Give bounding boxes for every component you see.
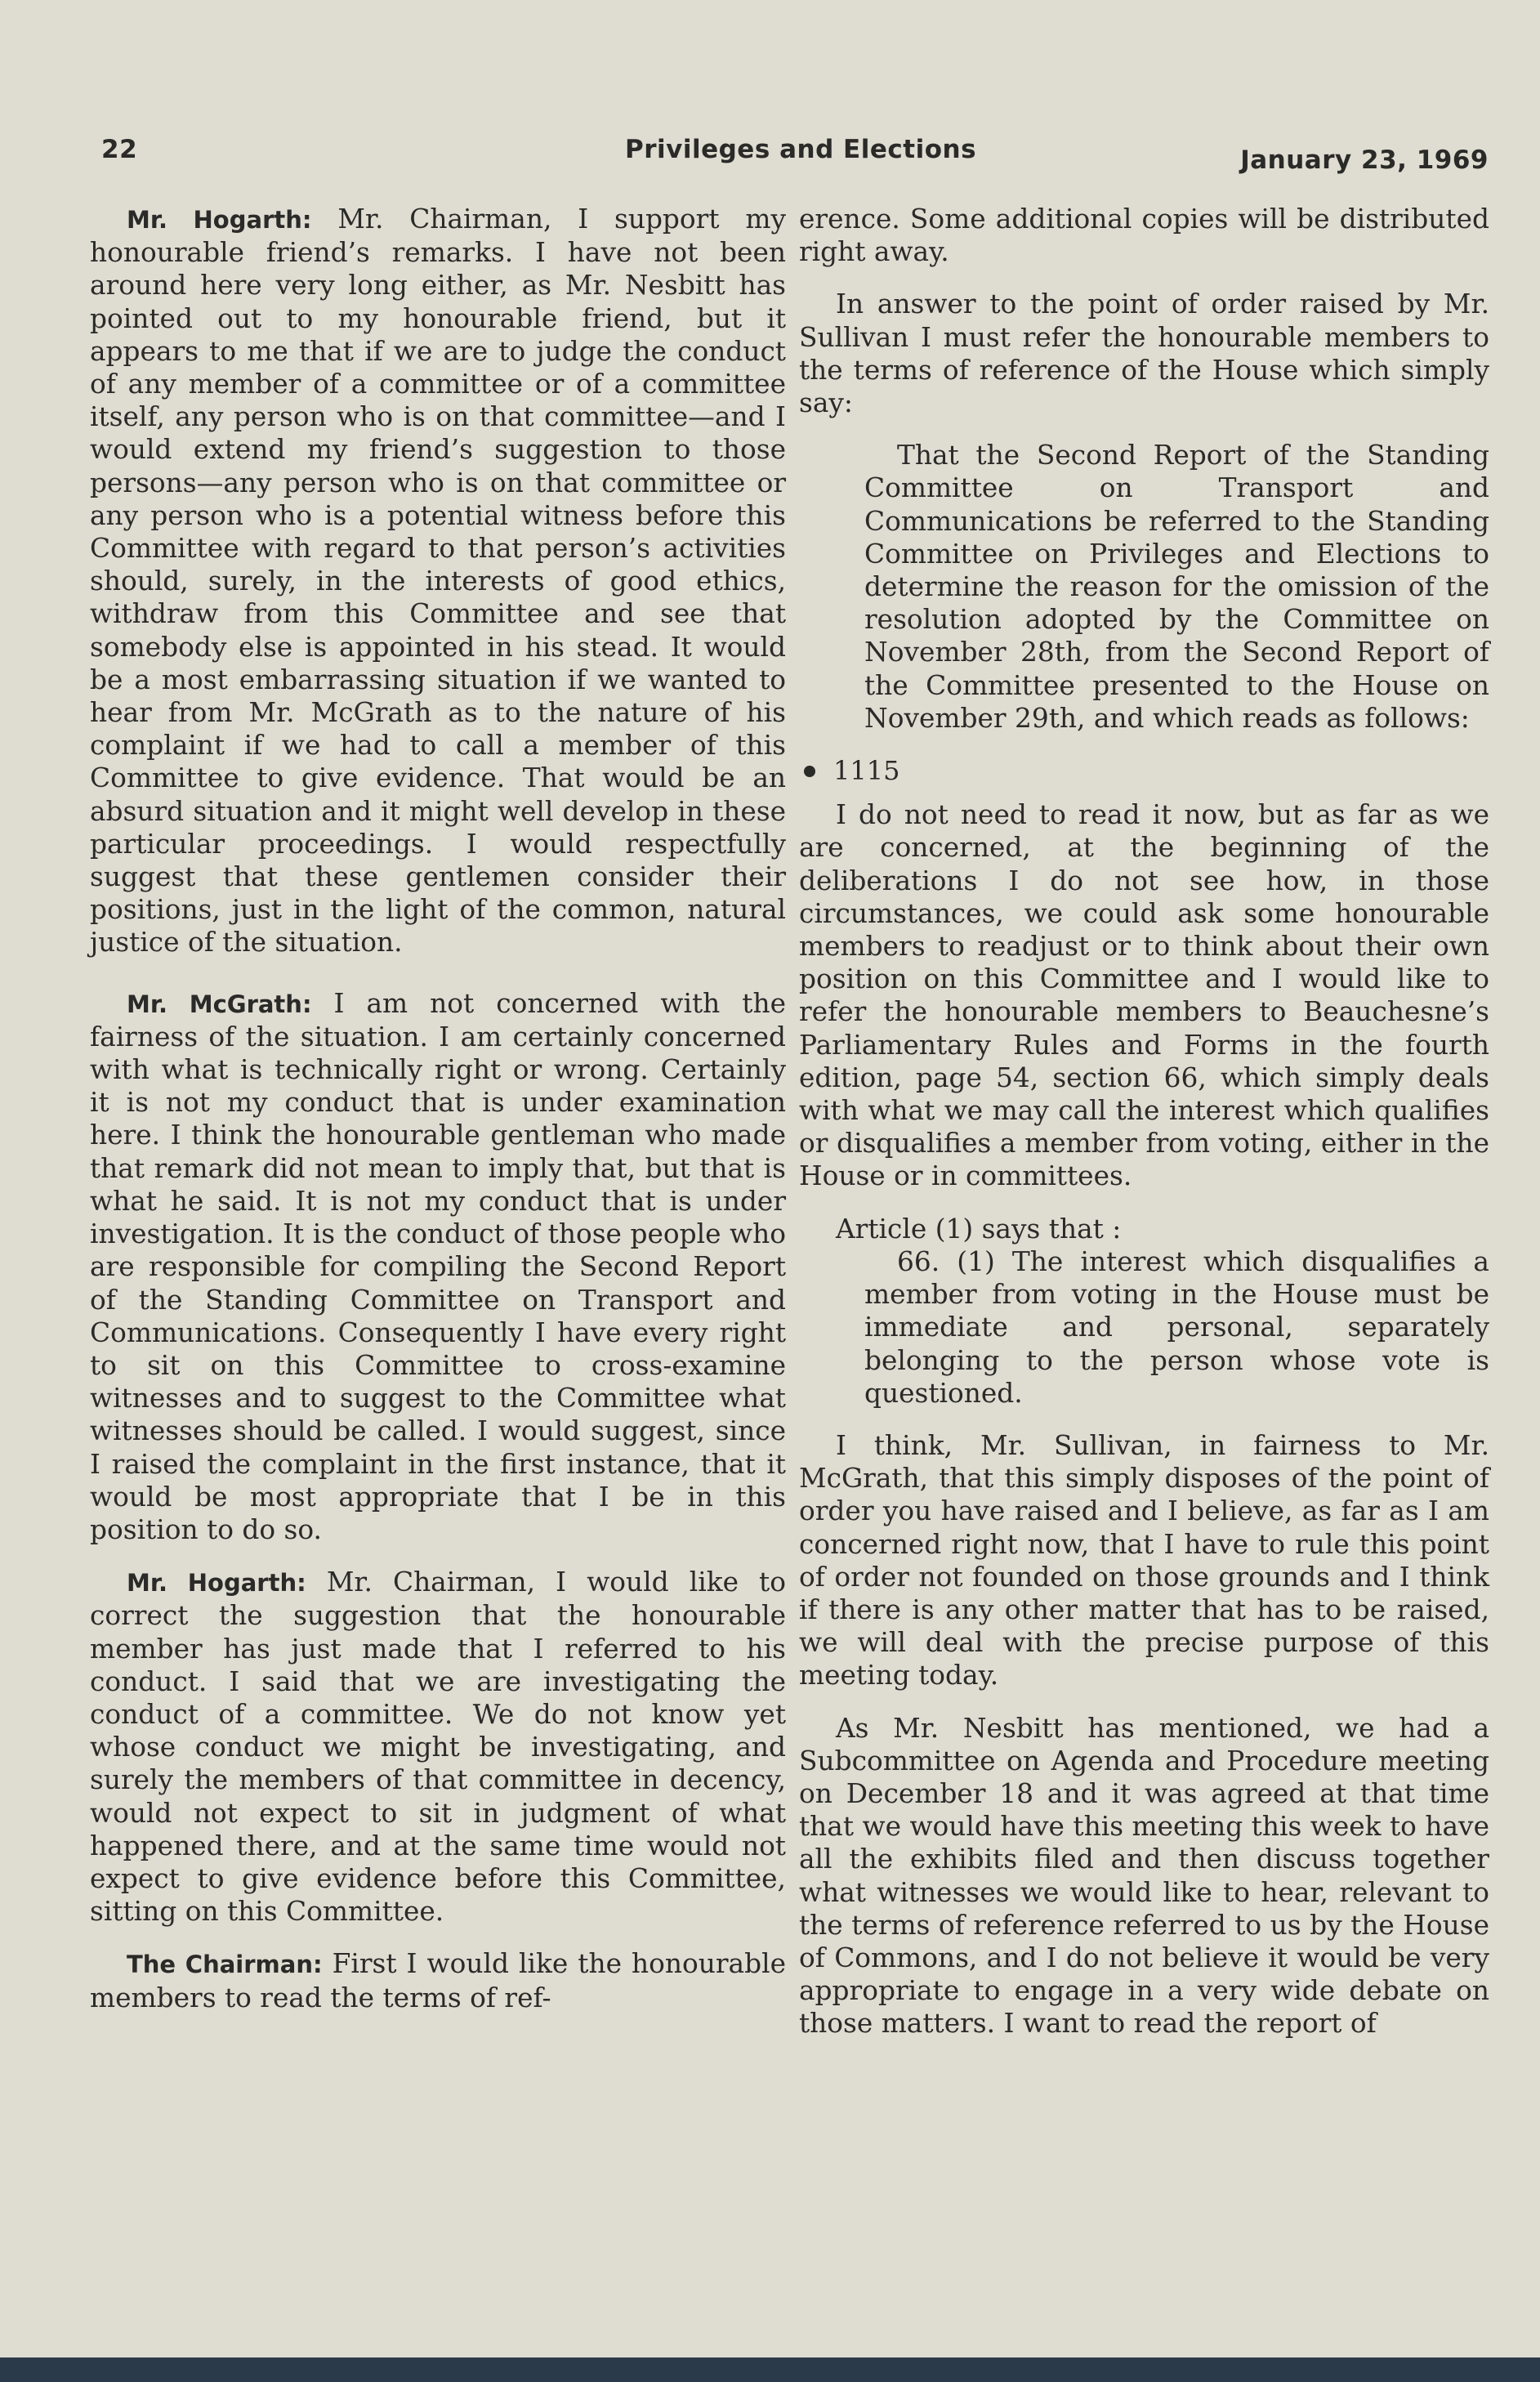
right-column — [799, 203, 1489, 2060]
paragraph-mcgrath — [90, 987, 786, 1546]
left-column — [90, 203, 786, 2034]
quoted-article-66: 66. (1) The interest which disqualifies a member from voting in the House must be immediate and personal, separately belonging to the person whose vote is questioned. — [864, 1245, 1489, 1409]
paragraph-text: Mr. Chairman, I would like to correct the suggestion that the honourable member has just made that I referred to his conduct. I said that we are investigating the conduct of a committee. We do not know yet whose conduct we might be investigating, and surely the members of that committee in decency, would not expect to sit in judgment of what happened there, and at the same time would not expect to give evidence before this Committee, sitting on this Committee. — [90, 1566, 786, 1928]
paragraph-hogarth-1 — [90, 203, 786, 959]
paragraph-point-of-order: In answer to the point of order raised by Mr. Sullivan I must refer the honourable members to the terms of reference of the House which simply say: — [799, 288, 1489, 419]
paragraph-ruling: I think, Mr. Sullivan, in fairness to Mr. McGrath, that this simply disposes of the point of order you have raised and I believe, as far as I am concerned right now, that I have to rule this point of order not founded on those grounds and I think if there is any other matter that has to be raised, we will deal with the precise purpose of this meeting today. — [799, 1429, 1489, 1692]
page-number: 22 — [101, 135, 138, 164]
page-bottom-edge — [0, 2357, 1540, 2382]
paragraph-beauchesne: I do not need to read it now, but as far as we are concerned, at the beginning of the deliberations I do not see how, in those circumstances, we could ask some honourable members to readjust or to think about their own position on this Committee and I would like to refer the honourable members to Beauchesne’s Parliamentary Rules and Forms in the fourth edition, page 54, section 66, which simply deals with what we may call the interest which qualifies or disqualifies a member from voting, either in the House or in committees. — [799, 799, 1489, 1192]
quoted-terms-of-reference: That the Second Report of the Standing Committee on Transport and Communications be referred to the Standing Committee on Privileges and Elections to determine the reason for the omission of the resolution adopted by the Committee on November 28th, from the Second Report of the Committee presented to the House on November 29th, and which reads as follows: — [864, 440, 1489, 734]
time-marker-label: 1115 — [833, 755, 900, 787]
speaker-name: Mr. McGrath: — [127, 990, 312, 1018]
paragraph-continuation: erence. Some additional copies will be distributed right away. — [799, 203, 1489, 268]
running-title: Privileges and Elections — [625, 135, 977, 164]
paragraph-text: I am not concerned with the fairness of the situation. I am certainly concerned with what is technically right or wrong. Certainly it is not my conduct that is under examination here. I think the honourable gentleman who made that remark did not mean to imply that, but that is what he said. It is not my conduct that is under investigation. It is the conduct of those people who are responsible for compiling the Second Report of the Standing Committee on Transport and Communications. Consequently I have every right to sit on this Committee to cross-examine witnesses and to suggest to the Committee what witnesses should be called. I would suggest, since I raised the complaint in the first instance, that it would be most appropriate that I be in this position to do so. — [90, 987, 786, 1545]
paragraph-subcommittee: As Mr. Nesbitt has mentioned, we had a Subcommittee on Agenda and Procedure meeting on December 18 and it was agreed at that time that we would have this meeting this week to have all the exhibits filed and then discuss together what witnesses we would like to hear, relevant to the terms of reference referred to us by the House of Commons, and I do not believe it would be very appropriate to engage in a very wide debate on those matters. I want to read the report of — [799, 1712, 1489, 2040]
time-marker — [799, 754, 1489, 787]
paragraph-hogarth-2 — [90, 1566, 786, 1928]
paragraph-chairman — [90, 1947, 786, 2013]
page-date: January 23, 1969 — [1240, 145, 1489, 175]
paragraph-article: Article (1) says that : — [836, 1213, 1122, 1245]
paragraph-text: Mr. Chairman, I support my honourable friend’s remarks. I have not been around here very long either, as Mr. Nesbitt has pointed out to my honourable friend, but it appears to me that if we are to judge the conduct of any member of a committee or of a committee itself, any person who is on that committee—and I would extend my friend’s suggestion to those persons—any person who is on that committee or any person who is a potential witness before this Committee with regard to that person’s activities should, surely, in the interests of good ethics, withdraw from this Committee and see that somebody else is appointed in his stead. It would be a most embarrassing situation if we wanted to hear from Mr. McGrath as to the nature of his complaint if we had to call a member of this Committee to give evidence. That would be an absurd situation and it might well develop in these particular proceedings. I would respectfully suggest that these gentlemen consider their positions, just in the light of the common, natural justice of the situation. — [90, 203, 786, 959]
paragraph-text: First I would like the honourable members to read the terms of ref- — [90, 1948, 786, 2013]
speaker-name: Mr. Hogarth: — [127, 206, 312, 234]
speaker-name: Mr. Hogarth: — [127, 1569, 306, 1598]
bullet-icon — [804, 766, 815, 777]
speaker-name: The Chairman: — [127, 1951, 323, 1979]
